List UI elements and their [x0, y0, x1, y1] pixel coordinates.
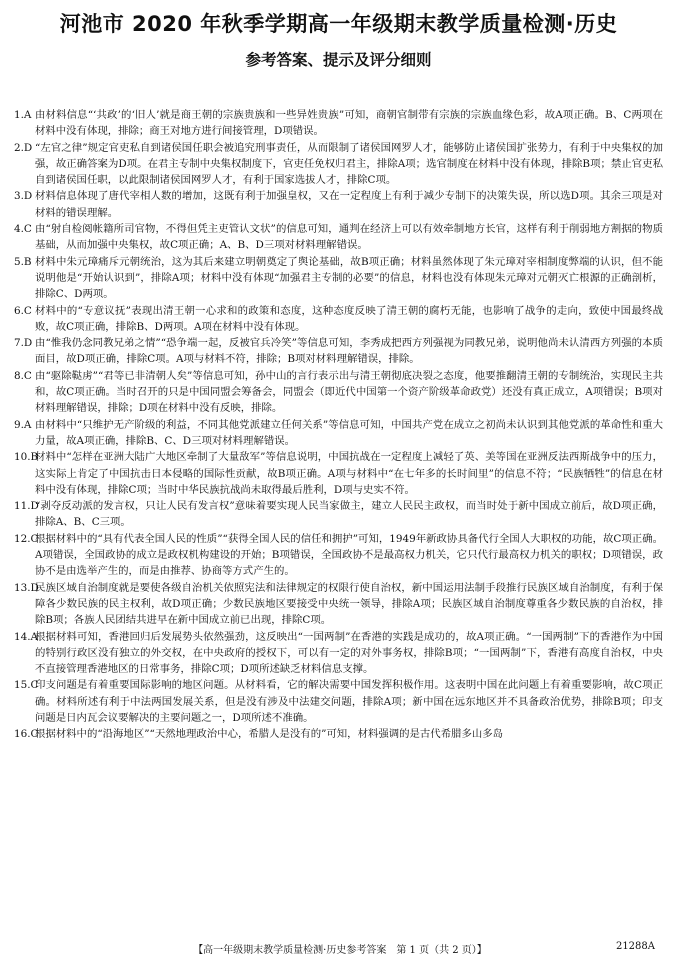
answer-item: [14, 107, 663, 140]
answer-number: 15.C: [14, 679, 39, 692]
answer-number: 3.D: [14, 190, 33, 203]
footer-page-info: 【高一年级期末教学质量检测·历史参考答案 第 1 页（共 2 页）】: [193, 945, 487, 956]
answer-explanation: 材料信息体现了唐代宰相人数的增加，这既有利于加强皇权，又在一定程度上有利于减少专制下的决策失误，所以选D项。其余三项是对材料的错误理解。: [35, 190, 663, 219]
answer-explanation: 材料中的“专意议抚”表现出清王朝一心求和的政策和态度，这种态度反映了清王朝的腐朽无能，也影响了战争的走向，致使中国最终战败，故C项正确，排除B、D两项。A项在材料中没有体现。: [35, 304, 663, 333]
answer-item: [14, 677, 663, 726]
answer-explanation: 材料中“怎样在亚洲大陆广大地区牵制了大量敌军”等信息说明，中国抗战在一定程度上减轻了英、美等国在亚洲反法西斯战争中的压力，这实际上肯定了中国抗击日本侵略的国际性贡献，故B项正确。A项与材料中“在七年多的长时间里”的信息不符；“民族牺牲”的信息在材料中没有体现，排除C项；当时中华民族抗战尚未取得最后胜利，D项与史实不符。: [35, 451, 663, 496]
answer-explanation: 根据材料中的“沿海地区”“天然地理政治中心，希腊人是没有的”可知，材料强调的是古代希腊多山多岛: [35, 728, 504, 741]
answer-number: 12.C: [14, 532, 39, 545]
answer-number: 7.D: [14, 337, 33, 350]
answer-item: [14, 303, 663, 336]
answer-number: 11.D: [14, 500, 39, 513]
answer-number: 4.C: [14, 223, 32, 236]
answer-list: [14, 107, 663, 743]
answer-item: [14, 726, 663, 742]
answer-explanation: “剥夺反动派的发言权，只让人民有发言权”意味着要实现人民当家做主，建立人民民主政权，而当时处于新中国成立前后，故D项正确，排除A、B、C三项。: [35, 500, 663, 529]
answer-number: 14.A: [14, 630, 39, 643]
answer-explanation: 由材料信息“‘共政’的‘旧人’就是商王朝的宗族贵族和一些异姓贵族”可知，商朝官制带有宗族的宗族血缘色彩，故A项正确。B、C两项在材料中没有体现，排除；商王对地方进行间接管理，D项错误。: [35, 109, 663, 138]
answer-item: [14, 140, 663, 189]
answer-item: [14, 335, 663, 368]
page-title: 河池市 2020 年秋季学期高一年级期末教学质量检测·历史: [59, 12, 618, 36]
answer-number: 13.D: [14, 581, 39, 594]
answer-explanation: 根据材料中的“具有代表全国人民的性质”“获得全国人民的信任和拥护”可知，1949年新政协具备代行全国人大职权的功能，故C项正确。A项错误，全国政协的成立是政权机构建设的开始；B项错误，全国政协不是最高权力机关，它只代行最高权力机关的职权；D项错误，政协不是由选举产生的，而是由推荐、协商等方式产生的。: [35, 532, 663, 578]
answer-item: [14, 629, 663, 678]
answer-item: [14, 580, 663, 629]
answer-explanation: 根据材料可知，香港回归后发展势头依然强劲，这反映出“一国两制”在香港的实践是成功的，故A项正确。“一国两制”下的香港作为中国的特别行政区没有独立的外交权，在中央政府的授权下，可以有一定的对外事务权，排除B项；“一国两制”下，香港有高度自治权，中央不直接管理香港地区的日常事务，排除C项；D项所述缺乏材料信息支撑。: [35, 630, 663, 676]
answer-explanation: 材料中朱元璋痛斥元朝统治，这为其后来建立明朝奠定了舆论基础，故B项正确；材料虽然体现了朱元璋对宰相制度弊端的认识，但不能说明他是“开始认识到”，排除A项；材料中没有体现“加强君主专制的必要”的信息，材料也没有体现朱元璋对元朝灭亡根源的正确剖析，排除C、D两项。: [35, 255, 663, 301]
answer-explanation: 民族区域自治制度就是要使各级自治机关依照宪法和法律规定的权限行使自治权，新中国运用法制手段推行民族区域自治制度，有利于保障各少数民族的民主权利，故D项正确；少数民族地区要接受中央统一领导，排除A项；民族区域自治制度尊重各少数民族的自治权，排除B项；各族人民团结共进早在新中国成立前已出现，排除C项。: [35, 581, 663, 627]
answer-explanation: 由“射自检阅帐籍所司官物，不得但凭主吏管认文状”的信息可知，通判在经济上可以有效牵制地方长官，这样有利于削弱地方割据的物质基础，从而加强中央集权，故C项正确；A、B、D三项对材料理解错误。: [35, 223, 663, 252]
answer-number: 6.C: [14, 304, 32, 317]
answer-item: [14, 221, 663, 254]
answer-number: 9.A: [14, 418, 32, 431]
answer-item: [14, 417, 663, 450]
answer-number: 16.C: [14, 728, 39, 741]
answer-explanation: “左官之律”规定官吏私自到诸侯国任职会被追究刑事责任，从而限制了诸侯国网罗人才，能够防止诸侯国扩张势力，有利于中央集权的加强，故正确答案为D项。在君主专制中央集权制度下，官吏任免权归君主，排除A项；选官制度在材料中没有体现，排除B项；禁止官吏私自到诸侯国任职，以此限制诸侯国网罗人才，有利于国家选拔人才，排除C项。: [35, 141, 663, 187]
answer-number: 5.B: [14, 255, 32, 268]
answer-item: [14, 531, 663, 580]
answer-number: 1.A: [14, 109, 32, 121]
answer-item: [14, 368, 663, 417]
answer-item: [14, 449, 663, 498]
answer-number: 8.C: [14, 369, 32, 382]
answer-number: 10.B: [14, 451, 39, 464]
answer-explanation: 印支问题是有着重要国际影响的地区问题。从材料看，它的解决需要中国发挥积极作用。这表明中国在此问题上有着重要影响，故C项正确。材料所述有利于中法两国发展关系，但是没有涉及中法建交问题，排除A项；新中国在远东地区并不具备政治优势，排除B项；印支问题是日内瓦会议要解决的主要问题之一，D项所述不准确。: [35, 679, 663, 724]
page-subtitle: 参考答案、提示及评分细则: [245, 51, 432, 69]
answer-explanation: 由“驱除鞑虏”“君等已非清朝人矣”等信息可知，孙中山的言行表示出与清王朝彻底决裂之态度，他要推翻清王朝的专制统治，实现民主共和，故C项正确。当时召开的只是中国同盟会筹备会，同盟会（即近代中国第一个资产阶级革命政党）还没有真正成立，A项错误；B项对材料理解错误，排除；D项在材料中没有反映，排除。: [35, 369, 663, 415]
footer-doc-code: 21288A: [615, 941, 655, 952]
answer-item: [14, 498, 663, 531]
answer-explanation: 由材料中“只维护无产阶级的利益，不同其他党派建立任何关系”等信息可知，中国共产党在成立之初尚未认识到其他党派的革命性和重大力量，故A项正确，排除B、C、D三项对材料理解错误。: [35, 418, 663, 447]
answer-number: 2.D: [14, 141, 33, 154]
answer-item: [14, 188, 663, 221]
answer-explanation: 由“惟我仍念同教兄弟之情”“恐争端一起，反被官兵冷笑”等信息可知，李秀成把西方列强视为同教兄弟，说明他尚未认清西方列强的本质面目，故D项正确，排除C项。A项与材料不符，排除；B项对材料理解错误，排除。: [35, 337, 663, 366]
answer-item: [14, 254, 663, 303]
